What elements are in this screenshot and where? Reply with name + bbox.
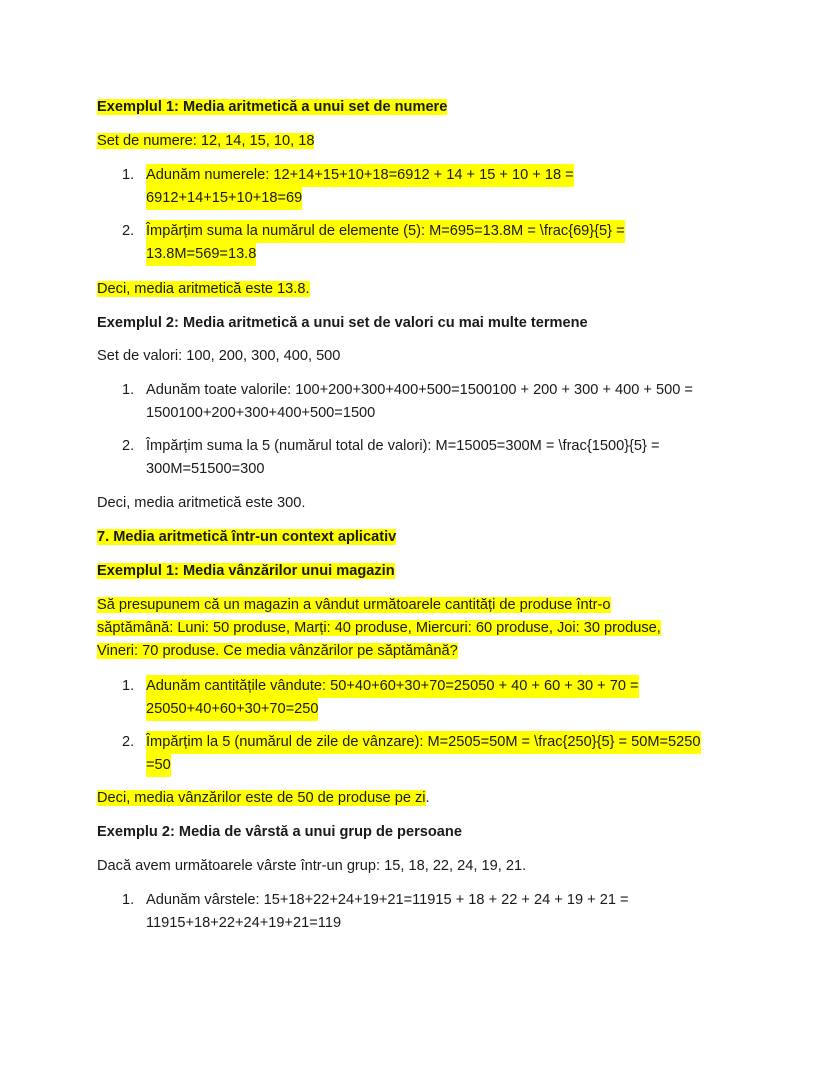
example1-heading: Exemplul 1: Media aritmetică a unui set de numere [97, 99, 448, 115]
example2-set: Set de valori: 100, 200, 300, 400, 500 [97, 348, 341, 364]
example2-heading: Exemplul 2: Media aritmetică a unui set de valori cu mai multe termene [97, 315, 588, 331]
document-page: Exemplul 1: Media aritmetică a unui set de numere Set de numere: 12, 14, 15, 10, 18 1. Adunăm numerele: 12+14+15+10+18=6912 + 14 + 15 + 10 + 18 = 6912+14+15+10+18=69 2. Împărțim suma la numărul de elemente (5): M=695=13.8M = \frac{69}{5} = 13.8M=569=13.8 Deci, media aritmetică este 13.8. Exemplul 2: Media aritmetică a unui set de valori cu mai multe termene Set de valori: 100, 200, 300, 400, 500 1. Adunăm toate valorile: 100+200+300+400+500=1500100 + 200 + 300 + 400 + 500 = 1500100+200+300+400+500=1500 2. Împărțim suma la 5 (numărul total de valori): M=15005=300M = \frac{1500}{5} = 300M=51500=300 Deci, media aritmetică este 300. 7. Media aritmetică într-un context aplicativ Exemplul 1: Media vânzărilor unui magazin Să presupunem că un magazin a vândut următoarele cantități de produse într-o săptămână: Luni: 50 produse, Marți: 40 produse, Miercuri: 60 produse, Joi: 30 produse, Vineri: 70 produse. Ce media vânzărilor pe săptămână? 1. Adunăm cantitățile vândute: 50+40+60+30+70=25050 + 40 + 60 + 30 + 70 = 25050+40+60+30+70=250 2. Împărțim la 5 (numărul de zile de vânzare): M=2505=50M = \frac{250}{5} = 50M=5250 =50 Deci, media vânzărilor este de 50 de produse pe zi. Exemplu 2: Media de vârstă a unui grup de persoane Dacă avem următoarele vârste într-un grup: 15, 18, 22, 24, 19, 21. 1. Adunăm vârstele: 15+18+22+24+19+21=11915 + 18 + 22 + 24 + 19 + 21 = 11915+18+22+24+19+21=119 [0, 0, 828, 1071]
section7-heading: 7. Media aritmetică într-un context aplicativ [97, 529, 397, 545]
example2-conclusion: Deci, media aritmetică este 300. [97, 495, 306, 511]
example1-set: Set de numere: 12, 14, 15, 10, 18 [97, 133, 315, 149]
example1-conclusion: Deci, media aritmetică este 13.8. [97, 281, 310, 297]
example3-conclusion: Deci, media vânzărilor este de 50 de produse pe zi. [97, 790, 430, 806]
example4-heading: Exemplu 2: Media de vârstă a unui grup de persoane [97, 824, 462, 840]
example3-paragraph: Să presupunem că un magazin a vândut următoarele cantități de produse într-o săptămână: Luni: 50 produse, Marți: 40 produse, Miercuri: 60 produse, Joi: 30 produse, Vineri: 70 produse. Ce media vânzărilor pe săptămână? [97, 597, 661, 659]
example3-heading: Exemplul 1: Media vânzărilor unui magazin [97, 563, 395, 579]
example4-set: Dacă avem următoarele vârste într-un grup: 15, 18, 22, 24, 19, 21. [97, 858, 527, 874]
